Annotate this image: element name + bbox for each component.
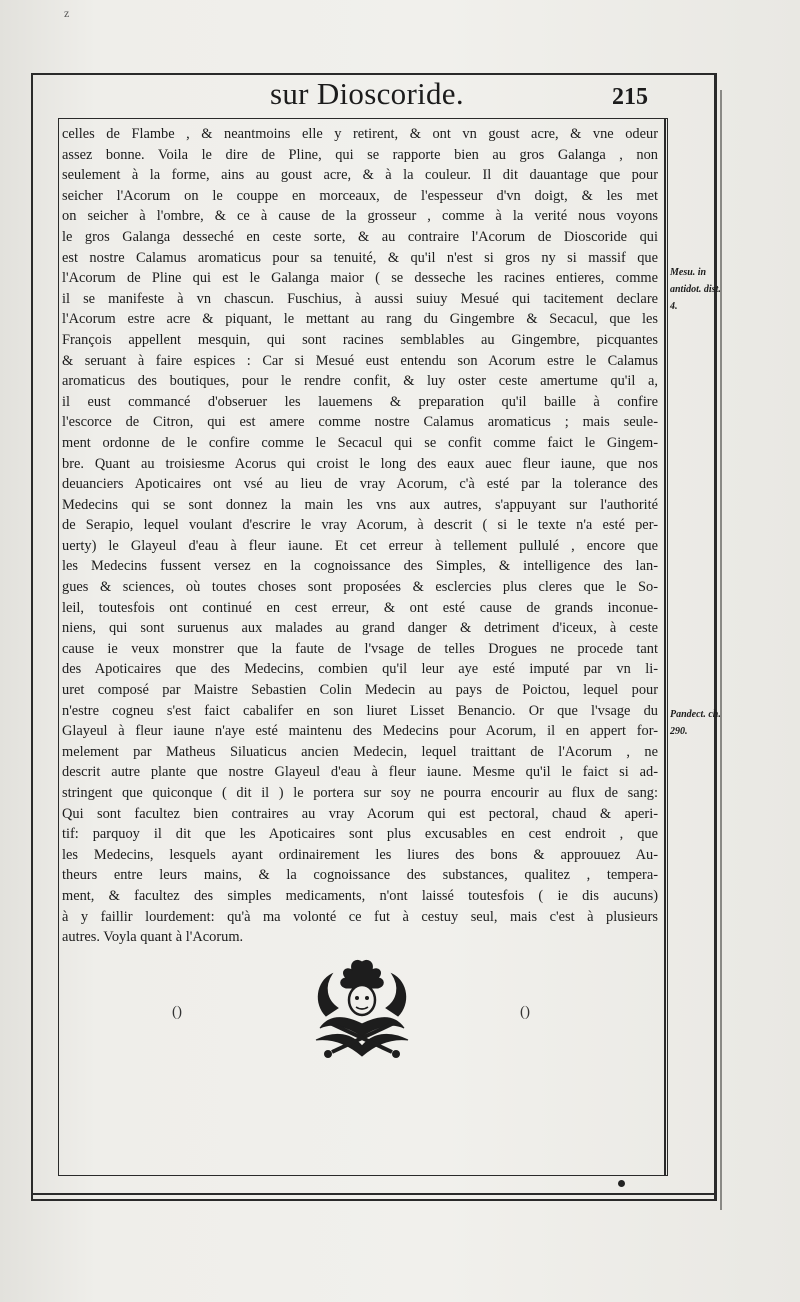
text-line: l'Acorum de Pline qui est le Galanga maior ( se desseche les racines entieres, comme [62,270,658,287]
text-line: descrit autre plante que nostre Glayeul d'eau à fleur iaune. Mesme qu'il le faict si ad- [62,764,658,781]
text-line: aromaticus des boutiques, pour le rendre confit, & luy oster ceste amertume qu'il a, [62,373,658,390]
text-line: les Medecins, lesquels ayant ordinairement les liures des bons & approuuez Au- [62,846,658,863]
text-line: des Apoticaires que des Medecins, combien qu'il leur aye esté imputé par vn li- [62,661,658,678]
running-header: sur Dioscoride. [270,76,464,111]
text-line: il se manifeste à vn chascun. Fuschius, à aussi suiuy Mesué qui tacitement declare [62,290,658,307]
text-line: celles de Flambe , & neantmoins elle y retirent, & ont vn goust acre, & vne odeur [62,126,658,142]
page-edge-rule [720,90,722,1210]
bottom-rule [31,1193,717,1195]
text-line: à y faillir lourdement: qu'à ma volonté ce fut à cestuy seul, mais c'est à plusieurs [62,908,658,925]
text-line: les Medecins fussent versez en la cognoissance des Simples, & intelligence des lan- [62,558,658,575]
text-line: François appellent mesquin, qui sont racines semblables au Gingembre, picquantes [62,331,658,348]
text-line: cause ie veux monstrer que la faute de l'vsage de telles Drogues ne procede tant [62,640,658,657]
margin-note-mesue: Mesu. in antidot. dist. 4. [670,267,721,312]
text-line: theurs entre leurs mains, & la cognoissance des substances, qualitez , tempera- [62,867,658,884]
text-line: ment ordonne de le confire comme le Secacul qui se confit comme faict le Gingem- [62,434,658,451]
text-line: bre. Quant au troisiesme Acorus qui croist le long des eaux auec fleur iaune, que nos [62,455,658,472]
text-line: ment, & facultez des simples medicaments, n'ont laissé toutesfois ( ie dis aucuns) [62,887,658,904]
text-line: uerty) le Glayeul d'eau à fleur iaune. Et cet erreur à tellement pullulé , encore que [62,537,658,554]
text-line: est nostre Calamus aromaticus pour sa tenuité, & qu'il n'est si gros ny si massif que [62,249,658,266]
text-line: Medecins qui se sont donnez la main les vns aux autres, s'appuyant sur l'authorité [62,496,658,513]
text-line: Glayeul à fleur iaune n'aye esté maintenu des Medecins pour Acorum, il en appert for- [62,723,658,740]
ink-dot [618,1180,625,1187]
text-line: il eust commancé d'obseruer les lauemens & preparation qu'il baille à confire [62,393,658,410]
text-line: de Serapio, lequel voulant d'escrire le vray Acorum, à descrit ( si le texte n'a esté per- [62,517,658,534]
fleuron-ornament [306,956,418,1064]
text-line: deuanciers Apoticaires ont vsé au lieu de vray Acorum, c'à esté par la tolerance des [62,476,658,493]
text-line: leil, toutesfois ont continué en cest erreur, & ont esté cause de grands inconue- [62,599,658,616]
text-line: Qui sont facultez bien contraires au vray Acorum qui est pectoral, chaud & aperi- [62,805,658,822]
text-line: stringent que quiconque ( dit il ) le portera sur soy ne pourra encourir au flux de sang: [62,785,658,801]
text-line: gues & sciences, où toutes choses sont proposées & esclercies plus cleres que le So- [62,579,658,596]
text-line: on seicher à l'ombre, & ce à cause de la grosseur , comme à la verité nous voyons [62,208,658,225]
ornament-right-mark: () [520,1004,530,1020]
text-line: l'escorce de Citron, qui est amere comme nostre Calamus aromaticus ; mais seule- [62,414,658,431]
margin-note-pandect: Pandect. ch. 290. [670,709,721,737]
ornament-left-mark: () [172,1004,182,1020]
page-number: 215 [612,84,648,110]
text-line: melement par Matheus Siluaticus ancien Medecin, lequel traittant de l'Acorum , ne [62,743,658,760]
corner-mark: z [64,6,70,20]
text-line: le gros Galanga desseché en ceste sorte, & au contraire l'Acorum de Dioscoride qui [62,228,658,245]
text-line: niens, qui sont suruenus aux malades au grand danger & detriment d'iceux, à ceste [62,620,658,637]
text-line: n'estre cogneu s'est faict cabalifer en son liuret Lisset Benancio. Or que l'vsage du [62,702,658,719]
text-line: tif: parquoy il dit que les Apoticaires sont plus excusables en cest endroit , que [62,826,658,843]
text-line: l'Acorum estre acre & piquant, le mettant au rang du Gingembre & Secacul, que les [62,311,658,328]
text-line: assez bonne. Voila le dire de Pline, qui se rapporte bien au gros Galanga , non [62,146,658,163]
body-text [62,124,658,948]
text-line: seulement à la forme, ains au goust acre, & à la couleur. Il dit dauantage que pour [62,167,658,184]
text-line: seicher l'Acorum on le couppe en morceaux, de l'espesseur d'vn doigt, & les met [62,187,658,204]
text-line: autres. Voyla quant à l'Acorum. [62,929,244,946]
text-line: uret composé par Maistre Sebastien Colin Medecin au pays de Poictou, lequel pour [62,682,658,699]
text-line: & seruant à faire espices : Car si Mesué eust entendu son Acorum estre le Calamus [62,352,658,369]
margin-column-rule [664,118,666,1176]
